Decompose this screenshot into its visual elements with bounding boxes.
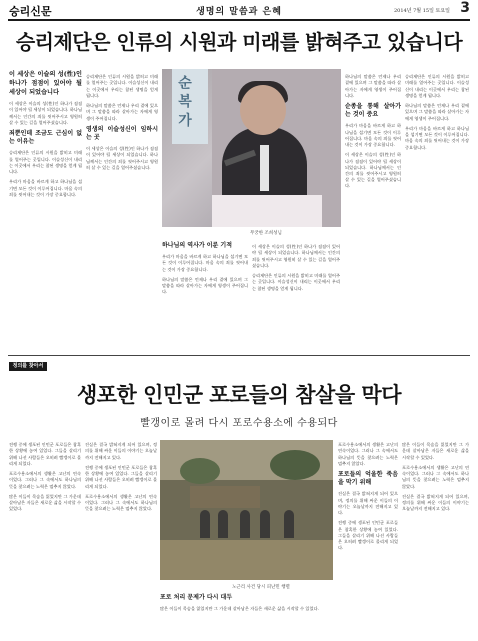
photo-road <box>160 540 333 580</box>
tree <box>270 450 320 480</box>
article1-col1 <box>9 70 82 350</box>
article2-paragraph: 전쟁 중에 생포된 인민군 포로들은 참혹한 상황에 놓여 있었다. 그들을 살리기 위해 나선 사람들은 오히려 빨갱이로 몰리게 되었다. <box>338 520 398 551</box>
article2-paragraph: 진실은 결국 밝혀지게 되어 있으며, 정의를 위해 싸운 이들의 이야기는 오늘날까지 전해지고 있다. <box>338 491 398 515</box>
article2-photo <box>160 440 333 580</box>
article1-paragraph: 이 세상은 이슬의 성(性)인 하나가 점점이 있어야 될 세상이 되었습니다. 하나님께서는 인간의 죄를 씻어주시고 영원히 살 수 있는 길을 열어주셨습니다. <box>345 152 401 189</box>
speaker-face <box>240 85 286 135</box>
article1-headline: 승리제단은 인류의 시원과 미래를 밝혀주고 있습니다 <box>15 30 463 54</box>
article1-subhead: 죄뿐인데 조금도 근심이 없는 이유는 <box>9 130 82 146</box>
section-tag: 정의를 찾아서 <box>9 362 47 371</box>
article1-col5 <box>345 70 401 350</box>
house-roof <box>190 486 260 508</box>
article1-paragraph: 이 세상은 이슬의 성(性)인 하나가 점점이 있어야 될 세상이 되었습니다. 하나님께서는 인간의 죄를 씻어주시고 영원히 살 수 있는 길을 열어주셨습니다. <box>86 146 158 170</box>
article1-lead: 이 세상은 이슬의 성(性)인 하나가 점점이 있어야 될 세상이 되었습니다 <box>9 71 82 96</box>
person-figure <box>200 510 210 538</box>
article2-subhead: 포로 처리 문제가 다시 대두 <box>160 594 233 601</box>
article1-col6 <box>405 70 469 350</box>
article2-col3 <box>160 592 333 636</box>
article1-paragraph: 승리제단은 인류의 시원을 밝히고 미래를 열어주는 곳입니다. 이슬성신이 내리는 이곳에서 우리는 참된 생명을 얻게 됩니다. <box>252 273 340 291</box>
person-figure <box>284 510 294 538</box>
article2-paragraph: 포로수용소에서의 생활은 고난의 연속이었다. 그러나 그 속에서도 하나님의 뜻을 찾으려는 노력은 멈추지 않았다. <box>402 464 469 489</box>
article2-col2 <box>85 438 157 634</box>
article1-photo-caption: 무궁한 조희성님 <box>250 231 282 236</box>
article2-headline: 생포한 인민군 포로들의 참살을 막다 <box>76 382 402 407</box>
article1-col2 <box>86 70 158 350</box>
article2-subhead: 포로들의 억울한 죽음을 막기 위해 <box>338 471 398 487</box>
section-name: 승리신문 <box>9 5 52 18</box>
article2-subhead: 빨갱이로 몰려 다시 포로수용소에 수용되다 <box>140 418 338 429</box>
article1-paragraph: 승리제단은 인류의 시원을 밝히고 미래를 열어주는 곳입니다. 이슬성신이 내리는 이곳에서 우리는 참된 생명을 얻게 됩니다. <box>9 150 82 174</box>
page-number: 3 <box>460 0 470 16</box>
article2-paragraph: 많은 이들이 목숨을 잃었지만 그 가운데 살아남은 자들은 새로운 삶을 시작할 수 있었다. <box>9 493 81 512</box>
article1-subhead: 영생의 이슬성신이 임하시는 곳 <box>86 125 158 141</box>
article1-paragraph: 하나님의 말씀은 언제나 우리 곁에 있으며 그 말씀을 따라 살아가는 자에게 영생이 주어집니다. <box>405 103 469 121</box>
header-rule <box>8 19 470 21</box>
article2-paragraph: 전쟁 중에 생포된 인민군 포로들은 참혹한 상황에 놓여 있었다. 그들을 살리기 위해 나선 사람들은 오히려 빨갱이로 몰리게 되었다. <box>9 442 81 466</box>
article2-paragraph: 많은 이들이 목숨을 잃었지만 그 가운데 살아남은 자들은 새로운 삶을 시작할 수 있었다. <box>160 606 319 612</box>
article1-paragraph: 우리가 마음을 바르게 하고 하나님을 섬기면 모든 것이 이루어집니다. 마음 속의 죄를 씻어내는 것이 가장 중요합니다. <box>162 254 248 272</box>
article2-paragraph: 포로수용소에서의 생활은 고난의 연속이었다. 그러나 그 속에서도 하나님의 뜻을 찾으려는 노력은 멈추지 않았다. <box>338 442 398 466</box>
person-figure <box>240 510 250 538</box>
article1-paragraph: 이 세상은 이슬의 성(性)인 하나가 점점이 있어야 될 세상이 되었습니다. 하나님께서는 인간의 죄를 씻어주시고 영원히 살 수 있는 길을 열어주셨습니다. <box>9 101 82 125</box>
article1-paragraph: 하나님의 말씀은 언제나 우리 곁에 있으며 그 말씀을 따라 살아가는 자에게 영생이 주어집니다. <box>345 74 401 98</box>
person-figure <box>218 510 228 538</box>
podium <box>212 195 322 227</box>
article2-paragraph: 전쟁 중에 생포된 인민군 포로들은 참혹한 상황에 놓여 있었다. 그들을 살리기 위해 나선 사람들은 오히려 빨갱이로 몰리게 되었다. <box>85 464 157 489</box>
article1-paragraph: 우리가 마음을 바르게 하고 하나님을 섬기면 모든 것이 이루어집니다. 마음 속의 죄를 씻어내는 것이 가장 중요합니다. <box>9 179 82 197</box>
section-divider <box>8 355 470 356</box>
article1-paragraph: 우리가 마음을 바르게 하고 하나님을 섬기면 모든 것이 이루어집니다. 마음 속의 죄를 씻어내는 것이 가장 중요합니다. <box>345 123 401 147</box>
issue-date: 2014년 7월 15일 토요일 <box>393 8 450 14</box>
article1-col4 <box>252 240 340 350</box>
article1-paragraph: 우리가 마음을 바르게 하고 하나님을 섬기면 모든 것이 이루어집니다. 마음 속의 죄를 씻어내는 것이 가장 중요합니다. <box>405 125 469 150</box>
article2-col5 <box>402 438 469 634</box>
article2-paragraph: 포로수용소에서의 생활은 고난의 연속이었다. 그러나 그 속에서도 하나님의 뜻을 찾으려는 노력은 멈추지 않았다. <box>85 493 157 512</box>
tree <box>180 458 220 484</box>
article2-col4 <box>338 438 398 634</box>
article2-photo-caption: 노근리 사건 당시 피난민 행렬 <box>232 585 290 590</box>
article1-paragraph: 승리제단은 인류의 시원을 밝히고 미래를 열어주는 곳입니다. 이슬성신이 내리는 이곳에서 우리는 참된 생명을 얻게 됩니다. <box>86 74 158 98</box>
article1-paragraph: 이 세상은 이슬의 성(性)인 하나가 점점이 있어야 될 세상이 되었습니다. 하나님께서는 인간의 죄를 씻어주시고 영원히 살 수 있는 길을 열어주셨습니다. <box>252 244 340 268</box>
speaker-shirt <box>260 145 269 191</box>
article2-paragraph: 많은 이들이 목숨을 잃었지만 그 가운데 살아남은 자들은 새로운 삶을 시작할 수 있었다. <box>402 442 469 460</box>
article1-col3 <box>162 240 248 350</box>
article1-subhead: 하나님의 역사가 이룬 기적 <box>162 242 233 249</box>
article2-col1 <box>9 438 81 634</box>
article2-paragraph: 포로수용소에서의 생활은 고난의 연속이었다. 그러나 그 속에서도 하나님의 뜻을 찾으려는 노력은 멈추지 않았다. <box>9 471 81 489</box>
article2-paragraph: 진실은 결국 밝혀지게 되어 있으며, 정의를 위해 싸운 이들의 이야기는 오늘날까지 전해지고 있다. <box>85 442 157 460</box>
person-figure <box>260 510 270 538</box>
article1-paragraph: 하나님의 말씀은 언제나 우리 곁에 있으며 그 말씀을 따라 살아가는 자에게 영생이 주어집니다. <box>86 103 158 121</box>
article2-paragraph: 진실은 결국 밝혀지게 되어 있으며, 정의를 위해 싸운 이들의 이야기는 오늘날까지 전해지고 있다. <box>402 493 469 512</box>
article1-paragraph: 승리제단은 인류의 시원을 밝히고 미래를 열어주는 곳입니다. 이슬성신이 내리는 이곳에서 우리는 참된 생명을 얻게 됩니다. <box>405 74 469 98</box>
article1-paragraph: 하나님의 말씀은 언제나 우리 곁에 있으며 그 말씀을 따라 살아가는 자에게 영생이 주어집니다. <box>162 276 248 295</box>
banner-sign-text: 순 복 가 <box>176 75 192 127</box>
article1-subhead: 순종을 통해 살아가는 것이 중요 <box>345 103 401 119</box>
page-header-title: 생명의 말씀과 은혜 <box>196 7 282 17</box>
article1-photo <box>162 69 341 227</box>
